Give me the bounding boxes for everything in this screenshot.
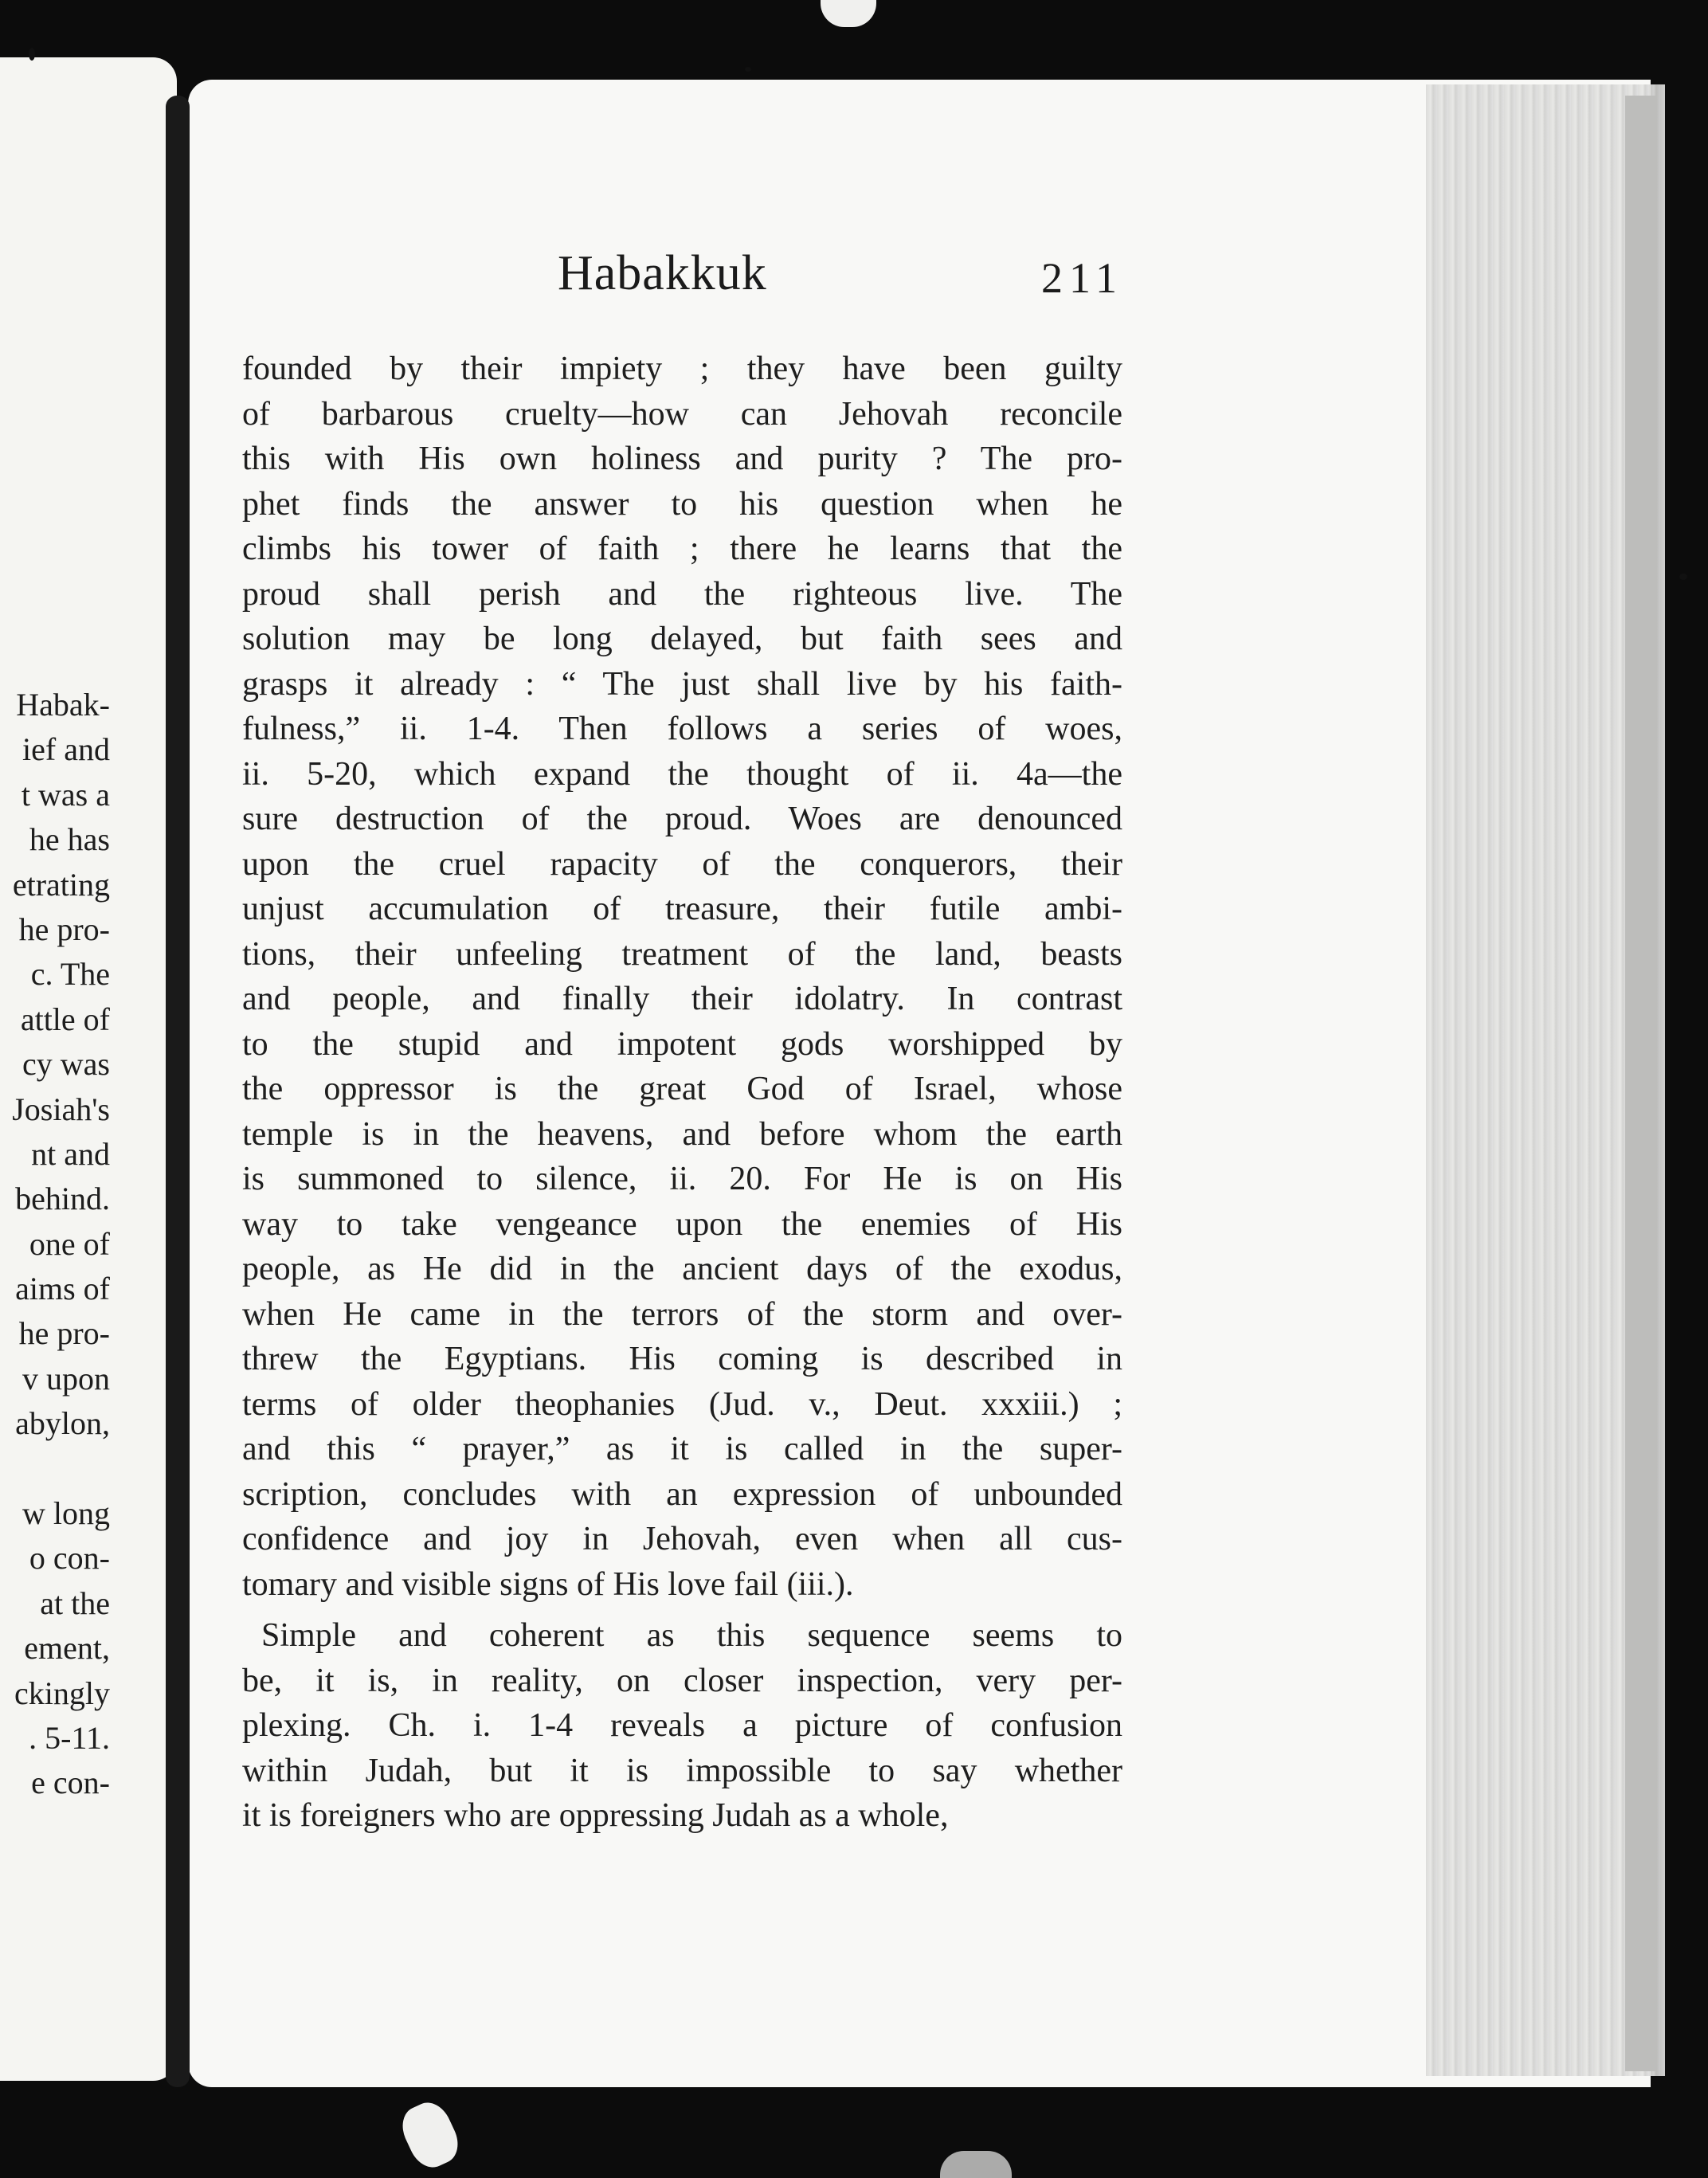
- left-line: abylon,: [15, 1405, 110, 1442]
- text-line: terms of older theophanies (Jud. v., Deut. xxxiii.) ;: [242, 1385, 1122, 1423]
- paragraph-2: [242, 1613, 1122, 1839]
- text-line: unjust accumulation of treasure, their futile ambi-: [242, 891, 1122, 927]
- text-line: confidence and joy in Jehovah, even when all cus-: [242, 1521, 1122, 1557]
- left-line: t was a: [21, 776, 110, 813]
- left-line: ckingly: [14, 1675, 110, 1711]
- left-line: Habak-: [16, 687, 110, 723]
- text-line: of barbarous cruelty—how can Jehovah reconcile: [242, 395, 1122, 433]
- text-line: proud shall perish and the righteous live. The: [242, 575, 1122, 613]
- scan-artifact: [29, 48, 35, 61]
- text-line: solution may be long delayed, but faith sees and: [242, 621, 1122, 657]
- left-line: . 5-11.: [29, 1719, 110, 1756]
- text-line: the oppressor is the great God of Israel, whose: [242, 1071, 1122, 1107]
- left-page-text-fragments: [0, 683, 110, 1806]
- text-line: to the stupid and impotent gods worshipped by: [242, 1025, 1122, 1063]
- left-line: he has: [29, 821, 110, 858]
- text-line: scription, concludes with an expression of unbounded: [242, 1475, 1122, 1513]
- text-line: phet finds the answer to his question when he: [242, 485, 1122, 523]
- left-line: v upon: [22, 1360, 110, 1397]
- left-line: o con-: [29, 1540, 110, 1577]
- text-line: founded by their impiety ; they have been guilty: [242, 351, 1122, 387]
- running-head: Habakkuk: [558, 246, 767, 300]
- body-text: [242, 347, 1122, 1839]
- text-line: is summoned to silence, ii. 20. For He is on His: [242, 1161, 1122, 1197]
- text-line: tions, their unfeeling treatment of the land, beasts: [242, 935, 1122, 973]
- left-line: Josiah's: [12, 1091, 110, 1127]
- text-line: this with His own holiness and purity ? The pro-: [242, 441, 1122, 477]
- left-line: [0, 1447, 110, 1491]
- text-line: sure destruction of the proud. Woes are denounced: [242, 801, 1122, 837]
- page-number: 211: [1041, 254, 1123, 302]
- left-line: attle of: [20, 1001, 110, 1037]
- left-line: w long: [22, 1495, 110, 1532]
- book-gutter: [166, 96, 190, 2087]
- left-line: etrating: [12, 866, 110, 903]
- text-line: threw the Egyptians. His coming is described in: [242, 1341, 1122, 1377]
- text-line: it is foreigners who are oppressing Judah as a whole,: [242, 1797, 949, 1834]
- left-line: nt and: [31, 1135, 110, 1172]
- text-line: when He came in the terrors of the storm and over-: [242, 1295, 1122, 1333]
- text-line: and people, and finally their idolatry. In contrast: [242, 981, 1122, 1017]
- left-line: e con-: [31, 1765, 110, 1801]
- text-line: and this “ prayer,” as it is called in the super-: [242, 1431, 1122, 1467]
- text-line: Simple and coherent as this sequence seems to: [261, 1617, 1122, 1654]
- page-edge-shadow: [1625, 96, 1657, 2071]
- left-line: cy was: [22, 1046, 110, 1083]
- scan-artifact: [940, 2151, 1012, 2178]
- text-line: grasps it already : “ The just shall live by his faith-: [242, 665, 1122, 703]
- left-line: behind.: [15, 1181, 110, 1217]
- left-line: one of: [29, 1225, 110, 1262]
- text-line: climbs his tower of faith ; there he learns that the: [242, 531, 1122, 567]
- left-line: ief and: [22, 731, 110, 768]
- text-line: way to take vengeance upon the enemies of His: [242, 1205, 1122, 1243]
- left-line: ement,: [24, 1630, 110, 1667]
- text-line: upon the cruel rapacity of the conquerors, their: [242, 845, 1122, 883]
- page-header: [558, 245, 1123, 309]
- scan-artifact: [395, 2096, 465, 2174]
- left-line: c. The: [30, 956, 110, 993]
- left-line: he pro-: [18, 911, 110, 947]
- text-line: temple is in the heavens, and before whom the earth: [242, 1115, 1122, 1153]
- left-line: he pro-: [18, 1315, 110, 1352]
- text-line: ii. 5-20, which expand the thought of ii. 4a—the: [242, 755, 1122, 793]
- text-line: within Judah, but it is impossible to say whether: [242, 1752, 1122, 1789]
- text-line: tomary and visible signs of His love fail (iii.).: [242, 1565, 854, 1603]
- scan-artifact: [745, 67, 751, 72]
- left-line: aims of: [15, 1271, 110, 1307]
- paragraph-1: [242, 347, 1122, 1607]
- paragraph-gap: [242, 1607, 1122, 1613]
- text-line: be, it is, in reality, on closer inspection, very per-: [242, 1662, 1122, 1699]
- text-line: fulness,” ii. 1-4. Then follows a series of woes,: [242, 711, 1122, 747]
- left-page: [0, 57, 177, 2081]
- left-line: at the: [40, 1585, 110, 1621]
- scan-artifact: [1679, 574, 1687, 580]
- text-line: people, as He did in the ancient days of the exodus,: [242, 1251, 1122, 1287]
- scan-artifact: [821, 0, 876, 27]
- text-line: plexing. Ch. i. 1-4 reveals a picture of confusion: [242, 1707, 1122, 1744]
